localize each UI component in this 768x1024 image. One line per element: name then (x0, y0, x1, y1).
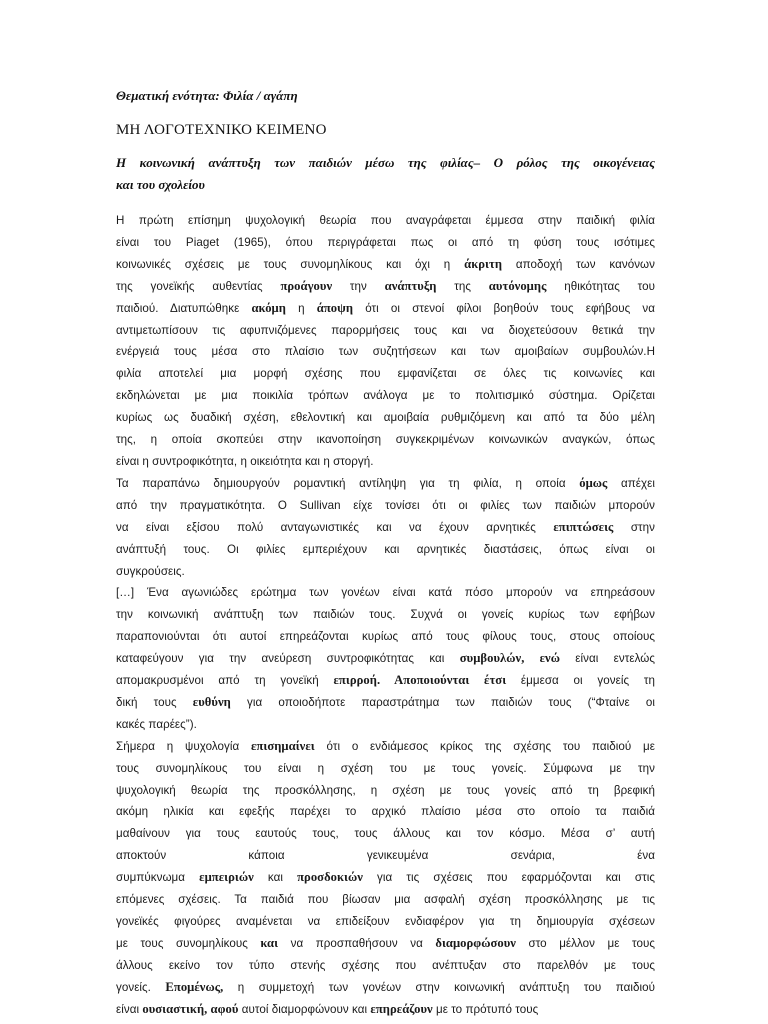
text-run: απέχει (607, 476, 655, 490)
text-run: της γονεϊκής αυθεντίας (116, 279, 281, 293)
text-run: η (285, 301, 317, 315)
text-run: […] Ένα αγωνιώδες ερώτημα των γονέων είναι κατά πόσο μπορούν να επηρεάσουν (116, 586, 655, 600)
text-line (116, 385, 655, 407)
text-line (116, 232, 655, 254)
text-run: συγκρούσεις. (116, 564, 185, 578)
text-run: μαθαίνουν για τους εαυτούς τους, τους άλλους και τον κόσμο. Μέσα σ’ αυτή (116, 827, 655, 841)
text-run: Η πρώτη επίσημη ψυχολογική θεωρία που αναγράφεται έμμεσα στην παιδική φιλία (116, 214, 655, 227)
text-run: αποδοχή των κανόνων (502, 257, 655, 271)
emphasized-text: επισημαίνει (251, 738, 315, 753)
text-run: έμμεσα οι γονείς τη (506, 674, 655, 688)
text-run: στην (613, 520, 655, 534)
text-line (116, 911, 655, 933)
text-run: γονείς. (116, 980, 166, 994)
text-run: είναι η συντροφικότητα, η οικειότητα και η στοργή. (116, 454, 374, 468)
text-run: άλλους εκείνο τον τύπο στενής σχέσης που ανέπτυξαν στο παρελθόν με τους (116, 958, 655, 972)
text-run: καταφεύγουν για την ανεύρεση συντροφικότητας και (116, 652, 460, 666)
text-line (116, 845, 655, 867)
text-run: αποκτούν κάποια γενικευμένα σενάρια, ένα (116, 849, 655, 863)
emphasized-text: συμβουλών, ενώ (459, 651, 560, 666)
text-run: ανάπτυξή τους. Οι φιλίες εμπεριέχουν και αρνητικές διαστάσεις, όπως είναι οι (116, 542, 655, 556)
text-run: είναι (116, 1002, 143, 1016)
text-line (116, 604, 655, 626)
text-line (116, 758, 655, 780)
article-title (116, 152, 655, 196)
text-line (116, 429, 655, 451)
text-line (116, 561, 655, 583)
text-run: με το πρότυπό τους (432, 1002, 539, 1016)
text-run: γονεϊκές φιγούρες αναμένεται να επιδείξουν ενδιαφέρον για τη δημιουργία σχέσεων (116, 915, 655, 928)
text-run: να προσπαθήσουν να (278, 936, 436, 950)
text-run: ενέργειά τους μέσα στο πλαίσιο των συζητήσεων και των αμοιβαίων συμβουλών.Η (116, 345, 655, 359)
emphasized-text: εμπειριών (199, 870, 254, 885)
text-line (116, 999, 655, 1021)
emphasized-text: ανάπτυξη (384, 278, 437, 293)
text-run: με τους συνομηλίκους (116, 936, 261, 950)
emphasized-text: ακόμη (251, 300, 286, 315)
text-run: επόμενες σχέσεις. Τα παιδιά που βίωσαν μια ασφαλή σχέση προσκόλλησης με τις (116, 893, 655, 907)
emphasized-text: προάγουν (280, 278, 333, 293)
emphasized-text: επιρροή. Αποποιούνται έτσι (333, 673, 507, 688)
text-run: είναι του Piaget (1965), όπου περιγράφεται πως οι από τη φύση τους ισότιμες (116, 235, 655, 249)
text-line (116, 210, 655, 232)
text-run: την κοινωνική ανάπτυξη των παιδιών τους. Συχνά οι γονείς κυρίως των εφήβων (116, 608, 655, 622)
text-run: της, η οποία σκοπεύει στην ικανοποίηση συγκεκριμένων κοινωνικών αναγκών, όπως (116, 433, 655, 447)
emphasized-text: όμως (579, 475, 608, 490)
text-run: απομακρυσμένοι από τη γονεϊκή (116, 674, 334, 688)
paragraph (116, 582, 655, 735)
text-run: συμπύκνωμα (116, 871, 200, 885)
text-type-heading: ΜΗ ΛΟΓΟΤΕΧΝΙΚΟ ΚΕΙΜΕΝΟ (116, 122, 327, 138)
emphasized-text: Επομένως, (165, 979, 224, 994)
text-line (116, 977, 655, 999)
text-line (116, 254, 655, 276)
title-line: Η κοινωνική ανάπτυξη των παιδιών μέσω της φιλίας– Ο ρόλος της οικογένειας (116, 155, 655, 170)
text-run: ακόμη ηλικία και εφεξής παρέχει το αρχικό πλαίσιο μέσα στο οποίο τα παιδιά (116, 805, 655, 819)
text-run: παιδιού. Διατυπώθηκε (116, 301, 252, 315)
text-line (116, 823, 655, 845)
text-run: ηθικότητας του (546, 279, 655, 293)
text-run: εκδηλώνεται με μια ποικιλία τρόπων ανάλογα με το πολιτισμικό σύστημα. Ορίζεται (116, 389, 655, 403)
emphasized-text: διαμορφώσουν (435, 935, 516, 950)
text-run: να είναι εξίσου πολύ ανταγωνιστικές και να έχουν αρνητικές (116, 520, 554, 534)
paragraph (116, 210, 655, 473)
emphasized-text: άκριτη (464, 256, 503, 271)
text-line (116, 539, 655, 561)
text-run: Τα παραπάνω δημιουργούν ρομαντική αντίληψη για τη φιλία, η οποία (116, 476, 580, 490)
text-line (116, 582, 655, 604)
text-run: δική τους (116, 695, 193, 709)
text-line (116, 889, 655, 911)
text-run: κακές παρέες”). (116, 717, 197, 731)
text-line (116, 648, 655, 670)
text-run: κυρίως ως δυαδική σχέση, εθελοντική και αμοιβαία ρυθμιζόμενη και από τα δύο μέλη (116, 411, 655, 425)
text-line (116, 780, 655, 802)
text-run: στο μέλλον με τους (515, 936, 655, 950)
text-line (116, 933, 655, 955)
text-run: και (253, 871, 298, 885)
text-line (116, 955, 655, 977)
text-run: την (332, 279, 385, 293)
text-run: από την πραγματικότητα. Ο Sullivan είχε τονίσει ότι οι φιλίες των παιδιών μπορούν (116, 498, 655, 512)
text-run: ψυχολογική θεωρία της προσκόλλησης, η σχέση με τους γονείς από τη βρεφική (116, 783, 655, 797)
emphasized-text: επηρεάζουν (370, 1001, 433, 1016)
text-line (116, 736, 655, 758)
text-run: για τις σχέσεις που εφαρμόζονται και στις (362, 871, 655, 885)
text-line (116, 407, 655, 429)
text-line (116, 473, 655, 495)
text-run: Σήμερα η ψυχολογία (116, 739, 251, 753)
text-run: ότι οι στενοί φίλοι βοηθούν τους εφήβους να (353, 301, 655, 315)
article-body (116, 210, 655, 1021)
text-run: παραπονιούνται ότι αυτοί επηρεάζονται κυρίως από τους φίλους τους, στους οποίους (116, 630, 655, 644)
emphasized-text: αυτόνομης (488, 278, 547, 293)
emphasized-text: επιπτώσεις (553, 519, 614, 534)
text-run: ότι ο ενδιάμεσος κρίκος της σχέσης του παιδιού με (314, 739, 655, 753)
text-line (116, 320, 655, 342)
text-line (116, 363, 655, 385)
emphasized-text: και (260, 935, 279, 950)
emphasized-text: άποψη (316, 300, 354, 315)
emphasized-text: προσδοκιών (297, 870, 363, 885)
emphasized-text: ουσιαστική, αφού (142, 1001, 239, 1016)
paragraph (116, 473, 655, 583)
text-line (116, 626, 655, 648)
text-run: φιλία αποτελεί μια μορφή σχέσης που εμφανίζεται σε όλες τις κοινωνίες και (116, 367, 655, 381)
text-run: κοινωνικές σχέσεις με τους συνομηλίκους και όχι η (116, 257, 465, 271)
text-line (116, 451, 655, 473)
emphasized-text: ευθύνη (192, 694, 231, 709)
text-line (116, 670, 655, 692)
text-run: η συμμετοχή των γονέων στην κοινωνική ανάπτυξη του παιδιού (223, 980, 655, 994)
text-run: είναι εντελώς (560, 652, 655, 666)
text-line (116, 867, 655, 889)
text-line (116, 298, 655, 320)
title-line: και του σχολείου (116, 177, 205, 192)
text-line (116, 341, 655, 363)
text-line (116, 714, 655, 736)
text-line (116, 276, 655, 298)
text-line (116, 495, 655, 517)
text-line (116, 801, 655, 823)
text-line (116, 517, 655, 539)
text-run: για οποιοδήποτε παραστράτημα των παιδιών τους (“Φταίνε οι (230, 695, 655, 709)
text-run: τους συνομηλίκους του είναι η σχέση του με τους γονείς. Σύμφωνα με την (116, 761, 655, 775)
text-line (116, 692, 655, 714)
text-run: αυτοί διαμορφώνουν και (238, 1002, 371, 1016)
text-run: αντιμετωπίσουν τις αφυπνιζόμενες παρορμήσεις τους και να διοχετεύσουν θετικά την (116, 323, 655, 337)
topic-heading: Θεματική ενότητα: Φιλία / αγάπη (116, 88, 298, 103)
paragraph (116, 736, 655, 1021)
text-run: της (436, 279, 489, 293)
